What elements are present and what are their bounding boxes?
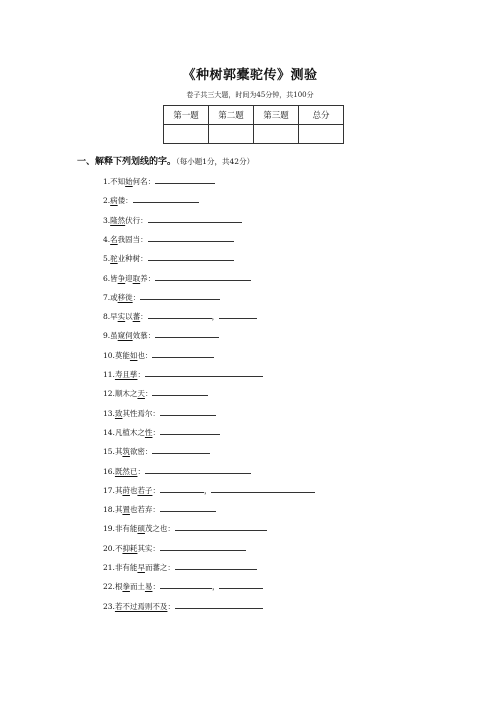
question-item [103,465,251,477]
question-text: 养： [140,273,156,283]
score-cell-q1[interactable] [164,125,209,144]
question-text: 也 [129,485,138,495]
underlined-term: 名 [110,234,118,244]
underlined-term: 既然已 [114,466,138,476]
answer-blank[interactable] [155,329,219,338]
question-text: ： [152,485,160,495]
question-number: 12. [103,389,115,399]
answer-blank[interactable] [152,387,208,396]
question-item [103,503,216,515]
question-item [103,194,199,206]
question-item [103,272,251,284]
underlined-term: 争 [117,273,126,283]
question-text: 不知 [110,177,126,186]
underlined-term: 性 [144,427,153,437]
score-cell-q2[interactable] [209,125,254,144]
answer-blank[interactable] [133,194,199,203]
question-text: 顺木之 [114,389,138,399]
question-number: 6. [103,273,111,283]
question-number: 4. [103,234,111,244]
question-text: ： [132,292,141,302]
question-number: 9. [103,331,111,341]
question-text: 早 [110,312,118,322]
page-title: 《种树郭橐驼传》测验 [182,68,318,83]
blank-separator: ， [211,312,220,322]
question-number: 22. [103,582,115,592]
question-number: 20. [103,543,115,553]
question-text: 偻： [117,196,133,206]
underlined-term: 取 [132,273,141,283]
question-number: 1. [103,177,111,186]
question-item [103,561,257,573]
question-text: ： [137,466,145,476]
question-number: 3. [103,215,111,225]
question-text: 其性焉尔： [122,408,160,418]
question-text: 以 [125,312,133,322]
answer-blank[interactable] [211,484,315,493]
score-table [163,105,344,144]
question-text: 也若弃： [129,505,160,515]
question-text: 皆 [110,273,118,283]
underlined-term: 驼 [110,254,118,264]
question-item [103,445,210,457]
blank-separator: ， [203,485,212,495]
underlined-term: 易 [144,582,153,592]
question-number: 23. [103,601,115,611]
question-text: ： [152,582,160,592]
question-text: ： [140,312,148,322]
question-text: 其 [114,447,123,457]
question-text: 迎 [125,273,133,283]
question-text: ： [137,370,145,379]
underlined-term: 病 [110,196,118,206]
question-number: 15. [103,447,115,457]
answer-blank[interactable] [148,233,234,242]
underlined-term: 拳 [122,582,130,592]
score-cell-total[interactable] [299,125,344,144]
question-number: 2. [103,196,111,206]
underlined-term: 实 [117,312,126,322]
score-header-q2: 第二题 [209,106,254,125]
question-item [103,310,257,322]
question-number: 11. [103,370,115,379]
underlined-term: 隆然 [110,215,126,225]
question-text: 伏行： [125,215,148,225]
question-number: 13. [103,408,115,418]
answer-blank[interactable] [148,310,212,319]
answer-blank[interactable] [160,426,220,435]
underlined-term: 寿且孳 [114,370,138,379]
answer-blank[interactable] [155,272,251,281]
underlined-term: 早 [137,563,145,572]
question-item [103,600,263,612]
answer-blank[interactable] [175,522,267,531]
answer-blank[interactable] [152,445,210,454]
underlined-term: 移徙 [117,292,133,302]
underlined-term: 置 [122,505,130,515]
question-text: 或 [110,292,118,302]
score-table-header-row [164,106,344,125]
question-item [103,214,242,226]
score-table-entry-row [164,125,344,144]
answer-blank[interactable] [175,561,257,570]
question-text: 不 [114,543,123,553]
question-number: 14. [103,427,115,437]
question-text: ： [152,427,160,437]
underlined-term: 筑 [122,447,130,457]
question-text: 凡植木之 [114,427,145,437]
question-number: 21. [103,563,115,572]
question-text: 而蕃之： [144,563,175,572]
underlined-term: 若不过焉则不及 [114,601,168,611]
question-number: 16. [103,466,115,476]
underlined-term: 天 [137,389,145,399]
question-item [103,484,315,496]
question-item [103,329,219,341]
question-item [103,233,234,245]
underlined-term: 抑耗 [122,543,138,553]
question-text: 业种树： [117,254,148,264]
question-text: 非有能 [114,563,138,572]
question-number: 10. [103,350,115,360]
question-item [103,522,267,534]
underlined-term: 莳 [122,485,130,495]
answer-blank[interactable] [175,600,263,609]
answer-blank[interactable] [219,310,257,319]
question-text: 何名： [132,177,156,186]
question-text: 根 [114,582,123,592]
question-item [103,252,234,264]
question-text: 我固当： [117,234,148,244]
underlined-term: 硕 [137,524,145,534]
answer-blank[interactable] [155,175,215,184]
answer-blank[interactable] [148,214,242,223]
question-number: 19. [103,524,115,534]
answer-blank[interactable] [160,580,212,589]
question-item [103,580,263,592]
answer-blank[interactable] [160,407,216,416]
answer-blank[interactable] [219,580,263,589]
question-item [103,407,216,419]
score-header-q1: 第一题 [164,106,209,125]
answer-blank[interactable] [160,484,204,493]
question-number: 7. [103,292,111,302]
exam-info: 卷子共三大题，时间为45分钟，共100分 [186,91,314,99]
section-heading [77,154,254,167]
question-item [103,291,220,303]
blank-separator: ， [211,582,220,592]
question-text: 其 [114,505,123,515]
question-item [103,368,263,380]
question-text: 茂之也： [144,524,175,534]
question-number: 17. [103,485,115,495]
answer-blank[interactable] [152,349,214,358]
underlined-term: 致 [114,408,123,418]
question-text: 其实： [137,543,160,553]
question-item [103,426,220,438]
score-header-q3: 第三题 [254,106,299,125]
question-text: 效慕： [132,331,156,341]
question-text: 而土 [129,582,145,592]
question-item [103,175,215,187]
answer-blank[interactable] [145,465,251,474]
answer-blank[interactable] [140,291,220,300]
question-text: 欲密： [129,447,153,457]
answer-blank[interactable] [160,503,216,512]
question-number: 5. [103,254,111,264]
question-text: 也： [137,350,153,360]
question-text: ： [167,601,175,611]
score-header-total: 总分 [299,106,344,125]
section-title: 一、解释下列划线的字。 [77,157,177,167]
answer-blank[interactable] [145,368,263,377]
question-item [103,542,246,554]
question-number: 18. [103,505,115,515]
question-number: 8. [103,312,111,322]
question-item [103,387,208,399]
underlined-term: 始 [125,177,133,186]
underlined-term: 窥伺 [117,331,133,341]
answer-blank[interactable] [148,252,234,261]
question-text: 其 [114,485,123,495]
answer-blank[interactable] [160,542,246,551]
underlined-term: 若子 [137,485,153,495]
question-text: 非有能 [114,524,138,534]
question-text: ： [144,389,153,399]
underlined-term: 如 [129,350,138,360]
question-item [103,349,214,361]
section-scoring-note: （每小题1分，共42分） [176,157,255,166]
question-text: 虽 [110,331,118,341]
underlined-term: 蕃 [132,312,141,322]
score-cell-q3[interactable] [254,125,299,144]
question-text: 莫能 [114,350,130,360]
